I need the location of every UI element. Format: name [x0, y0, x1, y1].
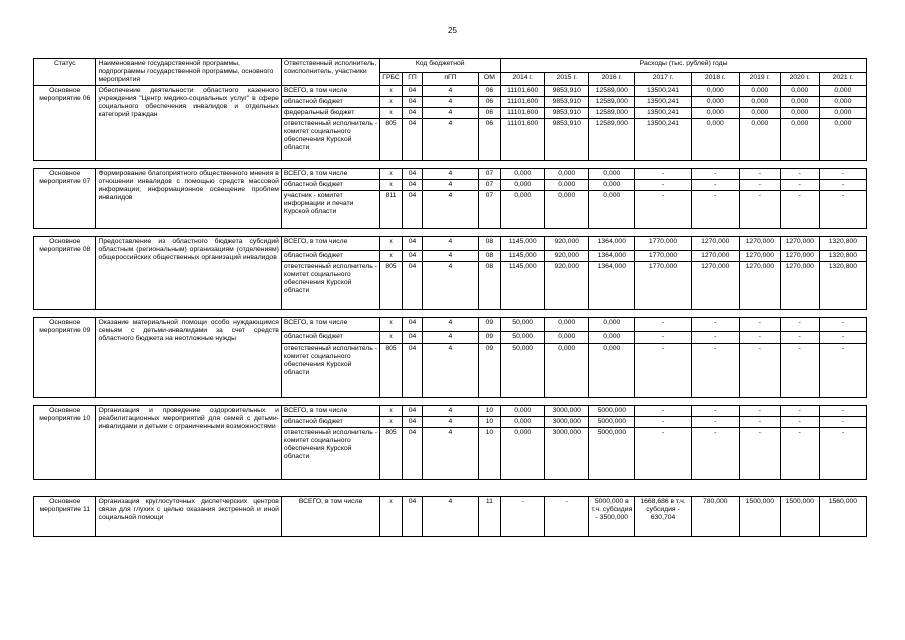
responsible-cell: областной бюджет — [281, 180, 379, 191]
status-cell: Основное мероприятие 07 — [34, 169, 96, 229]
code-om-cell: 08 — [478, 237, 501, 251]
code-grbs-cell: 805 — [380, 344, 403, 398]
code-gp-cell: 04 — [402, 428, 422, 480]
code-grbs-cell: x — [380, 97, 403, 108]
page-number: 25 — [448, 26, 457, 35]
code-pgp-cell: 4 — [423, 180, 478, 191]
code-pgp-cell: 4 — [423, 191, 478, 229]
expense-cell: - — [819, 406, 866, 417]
expense-cell: - — [635, 406, 691, 417]
expense-cell: - — [739, 191, 780, 229]
responsible-cell: ВСЕГО, в том числе — [281, 237, 379, 251]
responsible-cell: ВСЕГО, в том числе — [281, 406, 379, 417]
code-om-cell: 06 — [478, 86, 501, 97]
code-om-cell: 06 — [478, 119, 501, 161]
expense-cell: 9853,910 — [545, 108, 589, 119]
measure-name-cell: Организация и проведение оздоровительных и реабилитационных мероприятий для семей с детьми-инвалидами и детьми с ограниченными возможностями — [96, 406, 281, 480]
code-pgp-cell: 4 — [423, 406, 478, 417]
expense-cell: 1270,000 — [739, 262, 780, 310]
expense-cell: 0,000 — [501, 417, 545, 428]
header-year: 2015 г. — [545, 72, 589, 86]
responsible-cell: ответственный исполнитель - комитет социального обеспечения Курской области — [281, 428, 379, 480]
expense-cell: 0,000 — [589, 344, 635, 398]
expense-cell: - — [635, 180, 691, 191]
table-row — [34, 497, 867, 537]
expense-cell: 1270,000 — [739, 237, 780, 251]
expense-cell: 13500,241 — [635, 119, 691, 161]
table-row — [34, 169, 867, 180]
expense-cell: 0,000 — [691, 119, 739, 161]
expense-cell: 920,000 — [545, 262, 589, 310]
expense-cell: 0,000 — [691, 97, 739, 108]
expense-cell: - — [819, 318, 866, 332]
expense-cell: - — [691, 332, 739, 344]
code-grbs-cell: x — [380, 108, 403, 119]
expense-cell: - — [635, 417, 691, 428]
code-gp-cell: 04 — [402, 251, 422, 262]
code-grbs-cell: 805 — [380, 428, 403, 480]
expense-cell: 13500,241 — [635, 86, 691, 97]
expense-cell: 50,000 — [501, 332, 545, 344]
expense-cell: 0,000 — [501, 428, 545, 480]
expense-cell: 0,000 — [589, 180, 635, 191]
expense-cell: 920,000 — [545, 237, 589, 251]
code-gp-cell: 04 — [402, 344, 422, 398]
expense-cell: 0,000 — [589, 332, 635, 344]
header-code-pgp: пГП — [423, 72, 478, 86]
expense-cell: 0,000 — [545, 191, 589, 229]
responsible-cell: ВСЕГО, в том числе — [281, 169, 379, 180]
expense-cell: 1270,000 — [691, 237, 739, 251]
expense-cell: 780,000 — [691, 497, 739, 537]
responsible-cell: областной бюджет — [281, 332, 379, 344]
expense-cell: - — [780, 332, 819, 344]
expense-cell: - — [691, 180, 739, 191]
code-gp-cell: 04 — [402, 86, 422, 97]
code-pgp-cell: 4 — [423, 86, 478, 97]
expense-cell: 11101,600 — [501, 86, 545, 97]
code-grbs-cell: x — [380, 251, 403, 262]
expense-cell: 50,000 — [501, 318, 545, 332]
expense-cell: 12589,000 — [589, 108, 635, 119]
responsible-cell: областной бюджет — [281, 97, 379, 108]
expense-cell: 5000,000 — [589, 406, 635, 417]
expense-cell: - — [819, 428, 866, 480]
responsible-cell: ВСЕГО, в том числе — [281, 318, 379, 332]
expense-cell: 1364,000 — [589, 251, 635, 262]
responsible-cell: областной бюджет — [281, 417, 379, 428]
code-gp-cell: 04 — [402, 180, 422, 191]
expense-cell: 3000,000 — [545, 406, 589, 417]
code-gp-cell: 04 — [402, 108, 422, 119]
expense-cell: 5000,000 в т.ч. субсидия - 3500,000 — [589, 497, 635, 537]
expense-cell: - — [739, 406, 780, 417]
measure-name-cell: Формирование благоприятного общественного мнения в отношении инвалидов с помощью средств массовой информации; информационное освещение проблем инвалидов — [96, 169, 281, 229]
code-gp-cell: 04 — [402, 318, 422, 332]
expense-cell: - — [691, 417, 739, 428]
code-gp-cell: 04 — [402, 417, 422, 428]
expense-cell: 3000,000 — [545, 417, 589, 428]
expense-cell: - — [691, 344, 739, 398]
expense-cell: - — [780, 428, 819, 480]
expense-cell: 1270,000 — [780, 237, 819, 251]
code-om-cell: 07 — [478, 169, 501, 180]
expense-cell: - — [635, 332, 691, 344]
expense-cell: 0,000 — [780, 86, 819, 97]
code-gp-cell: 04 — [402, 262, 422, 310]
header-status: Статус — [34, 59, 96, 86]
code-grbs-cell: x — [380, 497, 403, 537]
expense-cell: - — [635, 428, 691, 480]
expense-cell: 12589,000 — [589, 86, 635, 97]
code-grbs-cell: x — [380, 169, 403, 180]
expense-cell: 0,000 — [691, 86, 739, 97]
expense-cell: - — [691, 169, 739, 180]
expense-cell: 1320,800 — [819, 262, 866, 310]
code-gp-cell: 04 — [402, 497, 422, 537]
expense-cell: 0,000 — [501, 406, 545, 417]
expense-cell: - — [691, 406, 739, 417]
expense-cell: 5000,000 — [589, 428, 635, 480]
expense-cell: 13500,241 — [635, 108, 691, 119]
status-cell: Основное мероприятие 11 — [34, 497, 96, 537]
expense-cell: 1770,000 — [635, 237, 691, 251]
expense-cell: 9853,910 — [545, 119, 589, 161]
code-grbs-cell: 805 — [380, 119, 403, 161]
code-om-cell: 08 — [478, 262, 501, 310]
expense-cell: - — [819, 169, 866, 180]
expense-cell: 1270,000 — [691, 262, 739, 310]
responsible-cell: ВСЕГО, в том числе — [281, 86, 379, 97]
expense-cell: - — [780, 417, 819, 428]
expense-cell: 0,000 — [739, 119, 780, 161]
responsible-cell: областной бюджет — [281, 251, 379, 262]
expense-cell: - — [635, 344, 691, 398]
expense-cell: 12589,000 — [589, 97, 635, 108]
code-pgp-cell: 4 — [423, 497, 478, 537]
header-year: 2017 г. — [635, 72, 691, 86]
code-om-cell: 07 — [478, 191, 501, 229]
header-year: 2016 г. — [589, 72, 635, 86]
expense-cell: - — [501, 497, 545, 537]
expense-cell: 0,000 — [739, 108, 780, 119]
expense-cell: 1145,000 — [501, 262, 545, 310]
header-expenses: Расходы (тыс. рублей) годы — [501, 59, 867, 73]
expense-cell: 1560,000 — [819, 497, 866, 537]
measure-name-cell: Организация круглосуточных диспетчерских центров связи для глухих с целью оказания экстренной и иной социальной помощи — [96, 497, 281, 537]
expense-cell: 1270,000 — [691, 251, 739, 262]
expense-cell: - — [739, 417, 780, 428]
expense-cell: - — [819, 417, 866, 428]
code-gp-cell: 04 — [402, 237, 422, 251]
expense-cell: 0,000 — [501, 180, 545, 191]
expense-cell: - — [739, 332, 780, 344]
status-cell: Основное мероприятие 08 — [34, 237, 96, 310]
header-year: 2020 г. — [780, 72, 819, 86]
code-gp-cell: 04 — [402, 332, 422, 344]
header-year: 2014 г. — [501, 72, 545, 86]
expense-cell: 0,000 — [501, 191, 545, 229]
expense-cell: - — [780, 180, 819, 191]
code-grbs-cell: x — [380, 417, 403, 428]
responsible-cell: ВСЕГО, в том числе — [281, 497, 379, 537]
code-gp-cell: 04 — [402, 97, 422, 108]
header-code-om: ОМ — [478, 72, 501, 86]
header-year: 2019 г. — [739, 72, 780, 86]
table-row — [34, 318, 867, 332]
expense-cell: 0,000 — [819, 119, 866, 161]
expense-cell: 1500,000 — [739, 497, 780, 537]
code-pgp-cell: 4 — [423, 417, 478, 428]
expense-cell: 0,000 — [545, 169, 589, 180]
expense-cell: - — [691, 318, 739, 332]
expense-cell: 1770,000 — [635, 251, 691, 262]
code-pgp-cell: 4 — [423, 318, 478, 332]
expense-cell: 0,000 — [819, 86, 866, 97]
expense-cell: 0,000 — [780, 119, 819, 161]
expense-cell: 0,000 — [501, 169, 545, 180]
code-om-cell: 10 — [478, 417, 501, 428]
expense-cell: 50,000 — [501, 344, 545, 398]
expense-cell: - — [780, 344, 819, 398]
expense-cell: 0,000 — [819, 108, 866, 119]
expense-cell: 12589,000 — [589, 119, 635, 161]
expense-cell: 0,000 — [819, 97, 866, 108]
expense-cell: 0,000 — [589, 191, 635, 229]
code-pgp-cell: 4 — [423, 237, 478, 251]
header-year: 2018 г. — [691, 72, 739, 86]
measure-name-cell: Предоставление из областного бюджета субсидий областным (региональным) организациям (отделениям) общероссийских общественных организаций инвалидов — [96, 237, 281, 310]
expense-cell: 9853,910 — [545, 86, 589, 97]
expense-cell: - — [635, 318, 691, 332]
code-om-cell: 09 — [478, 332, 501, 344]
code-om-cell: 11 — [478, 497, 501, 537]
status-cell: Основное мероприятие 06 — [34, 86, 96, 161]
header-code-gp: ГП — [402, 72, 422, 86]
code-pgp-cell: 4 — [423, 108, 478, 119]
expense-cell: - — [739, 428, 780, 480]
expense-cell: - — [780, 406, 819, 417]
expense-cell: - — [691, 191, 739, 229]
expense-cell: - — [819, 180, 866, 191]
code-grbs-cell: 805 — [380, 262, 403, 310]
responsible-cell: участник - комитет информации и печати Курской области — [281, 191, 379, 229]
expense-cell: 1145,000 — [501, 237, 545, 251]
expense-cell: 1270,000 — [739, 251, 780, 262]
code-gp-cell: 04 — [402, 406, 422, 417]
expense-cell: 13500,241 — [635, 97, 691, 108]
measure-name-cell: Обеспечение деятельности областного казенного учреждения "Центр медико-социальных услуг" в сфере социального обеспечения инвалидов и отдельных категорий граждан — [96, 86, 281, 161]
expense-cell: 0,000 — [691, 108, 739, 119]
expense-cell: 1320,800 — [819, 237, 866, 251]
expense-cell: 0,000 — [780, 97, 819, 108]
expense-cell: 0,000 — [589, 318, 635, 332]
expense-cell: - — [780, 169, 819, 180]
expense-cell: 1364,000 — [589, 262, 635, 310]
header-name: Наименование государственной программы, подпрограммы государственной программы, основного мероприятия — [96, 59, 281, 86]
expense-cell: 1668,686 в т.ч. субсидия - 630,704 — [635, 497, 691, 537]
code-gp-cell: 04 — [402, 119, 422, 161]
expense-cell: 11101,600 — [501, 97, 545, 108]
responsible-cell: ответственный исполнитель - комитет социального обеспечения Курской области — [281, 344, 379, 398]
code-grbs-cell: 811 — [380, 191, 403, 229]
code-grbs-cell: x — [380, 237, 403, 251]
expense-cell: 0,000 — [739, 86, 780, 97]
expense-cell: 1364,000 — [589, 237, 635, 251]
expense-cell: 9853,910 — [545, 97, 589, 108]
expense-cell: - — [635, 191, 691, 229]
code-om-cell: 10 — [478, 406, 501, 417]
expense-cell: - — [739, 169, 780, 180]
expense-cell: 1770,000 — [635, 262, 691, 310]
table-row — [34, 86, 867, 97]
code-om-cell: 09 — [478, 344, 501, 398]
expense-cell: - — [819, 332, 866, 344]
expense-cell: 3000,000 — [545, 428, 589, 480]
measure-name-cell: Оказание материальной помощи особо нуждающимся семьям с детьми-инвалидами за счет средств областного бюджета на неотложные нужды — [96, 318, 281, 398]
expense-cell: - — [545, 497, 589, 537]
code-om-cell: 06 — [478, 108, 501, 119]
code-om-cell: 10 — [478, 428, 501, 480]
status-cell: Основное мероприятие 10 — [34, 406, 96, 480]
expense-cell: 11101,600 — [501, 108, 545, 119]
header-code-grbs: ГРБС — [380, 72, 403, 86]
code-gp-cell: 04 — [402, 169, 422, 180]
header-responsible: Ответственный исполнитель, соисполнитель, участники — [281, 59, 379, 86]
status-cell: Основное мероприятие 09 — [34, 318, 96, 398]
expense-cell: - — [780, 318, 819, 332]
expense-cell: 0,000 — [545, 180, 589, 191]
expense-cell: - — [739, 318, 780, 332]
header-year: 2021 г. — [819, 72, 866, 86]
responsible-cell: ответственный исполнитель - комитет социального обеспечения Курской области — [281, 119, 379, 161]
expense-cell: - — [739, 344, 780, 398]
code-pgp-cell: 4 — [423, 119, 478, 161]
expense-cell: 1500,000 — [780, 497, 819, 537]
table-row — [34, 237, 867, 251]
code-om-cell: 07 — [478, 180, 501, 191]
code-grbs-cell: x — [380, 406, 403, 417]
code-grbs-cell: x — [380, 332, 403, 344]
code-pgp-cell: 4 — [423, 169, 478, 180]
expense-cell: 0,000 — [545, 332, 589, 344]
code-gp-cell: 04 — [402, 191, 422, 229]
expense-cell: 1270,000 — [780, 251, 819, 262]
code-om-cell: 09 — [478, 318, 501, 332]
expense-cell: 1270,000 — [780, 262, 819, 310]
expense-cell: 0,000 — [545, 344, 589, 398]
expense-cell: 0,000 — [589, 169, 635, 180]
expense-cell: 1320,800 — [819, 251, 866, 262]
code-om-cell: 06 — [478, 97, 501, 108]
expense-cell: - — [635, 169, 691, 180]
budget-table — [33, 58, 867, 537]
code-grbs-cell: x — [380, 86, 403, 97]
responsible-cell: ответственный исполнитель - комитет социального обеспечения Курской области — [281, 262, 379, 310]
code-pgp-cell: 4 — [423, 97, 478, 108]
table-body — [34, 86, 867, 537]
responsible-cell: федеральный бюджет — [281, 108, 379, 119]
code-grbs-cell: x — [380, 318, 403, 332]
expense-cell: 0,000 — [545, 318, 589, 332]
expense-cell: 11101,600 — [501, 119, 545, 161]
code-pgp-cell: 4 — [423, 251, 478, 262]
expense-cell: - — [691, 428, 739, 480]
code-pgp-cell: 4 — [423, 344, 478, 398]
expense-cell: - — [819, 191, 866, 229]
code-pgp-cell: 4 — [423, 428, 478, 480]
code-grbs-cell: x — [380, 180, 403, 191]
expense-cell: 5000,000 — [589, 417, 635, 428]
expense-cell: 0,000 — [739, 97, 780, 108]
table-row — [34, 406, 867, 417]
expense-cell: 920,000 — [545, 251, 589, 262]
expense-cell: 1145,000 — [501, 251, 545, 262]
code-pgp-cell: 4 — [423, 262, 478, 310]
code-om-cell: 08 — [478, 251, 501, 262]
expense-cell: - — [819, 344, 866, 398]
expense-cell: - — [739, 180, 780, 191]
header-budget-code: Код бюджетной — [380, 59, 501, 73]
code-pgp-cell: 4 — [423, 332, 478, 344]
expense-cell: 0,000 — [780, 108, 819, 119]
expense-cell: - — [780, 191, 819, 229]
